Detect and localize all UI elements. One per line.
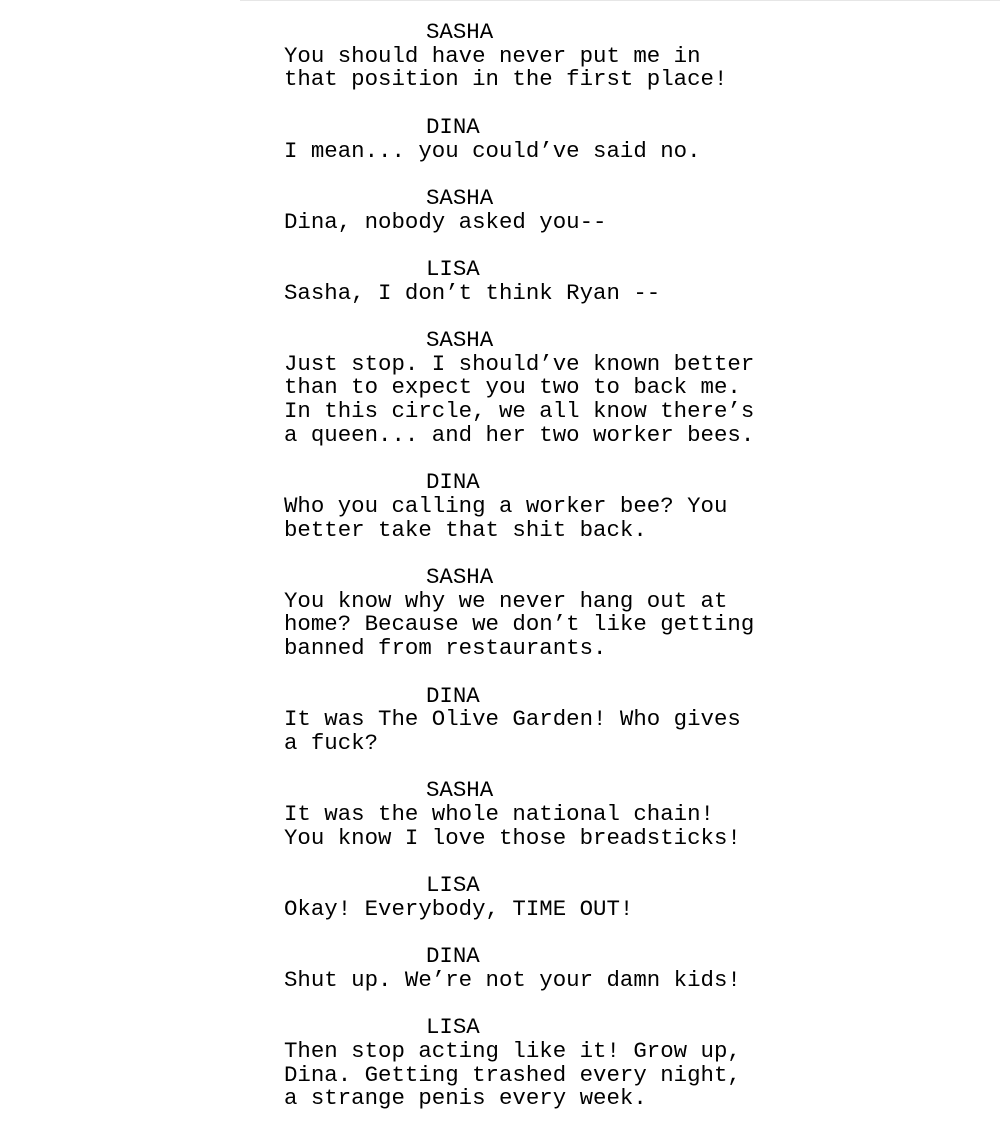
dialogue-line: a queen... and her two worker bees. — [284, 421, 755, 448]
dialogue-block — [284, 779, 844, 850]
page-top-edge — [240, 0, 1000, 1]
dialogue-line: Who you calling a worker bee? You — [284, 492, 728, 519]
character-name: SASHA — [426, 777, 494, 804]
dialogue-line: It was The Olive Garden! Who gives — [284, 706, 741, 733]
dialogue-line: Sasha, I don’t think Ryan -- — [284, 279, 661, 306]
dialogue-block — [284, 566, 844, 661]
dialogue-line: home? Because we don’t like getting — [284, 611, 755, 638]
dialogue-block — [284, 945, 844, 992]
dialogue-block — [284, 255, 844, 306]
dialogue-line: better take that shit back. — [284, 516, 647, 543]
dialogue-line: than to expect you two to back me. — [284, 374, 741, 401]
dialogue-block — [284, 682, 844, 756]
dialogue-block — [284, 184, 844, 235]
dialogue-line: Shut up. We’re not your damn kids! — [284, 966, 741, 993]
character-name: DINA — [426, 943, 480, 970]
dialogue-line: You know I love those breadsticks! — [284, 824, 741, 851]
dialogue-line: It was the whole national chain! — [284, 801, 714, 828]
dialogue-block — [284, 1016, 844, 1111]
character-name: DINA — [426, 113, 480, 140]
screenplay-page — [284, 21, 844, 1135]
dialogue-line: a strange penis every week. — [284, 1085, 647, 1112]
dialogue-block — [284, 874, 844, 921]
dialogue-line: Dina. Getting trashed every night, — [284, 1061, 741, 1088]
character-name: LISA — [426, 1014, 480, 1041]
dialogue-block — [284, 329, 844, 448]
dialogue-block — [284, 21, 844, 92]
dialogue-line: Dina, nobody asked you-- — [284, 208, 607, 235]
character-name: SASHA — [426, 327, 494, 354]
character-name: SASHA — [426, 184, 494, 211]
character-name: LISA — [426, 255, 480, 282]
dialogue-line: I mean... you could’ve said no. — [284, 137, 701, 164]
dialogue-line: You should have never put me in — [284, 42, 701, 69]
dialogue-line: You know why we never hang out at — [284, 587, 728, 614]
dialogue-block — [284, 113, 844, 164]
dialogue-line: Just stop. I should’ve known better — [284, 350, 755, 377]
dialogue-line: Then stop acting like it! Grow up, — [284, 1038, 741, 1065]
dialogue-line: Okay! Everybody, TIME OUT! — [284, 895, 634, 922]
character-name: DINA — [426, 469, 480, 496]
dialogue-line: banned from restaurants. — [284, 635, 607, 662]
dialogue-line: In this circle, we all know there’s — [284, 398, 755, 425]
dialogue-block — [284, 471, 844, 542]
dialogue-line: a fuck? — [284, 729, 379, 756]
dialogue-line: that position in the first place! — [284, 66, 728, 93]
character-name: LISA — [426, 872, 480, 899]
character-name: SASHA — [426, 564, 494, 591]
character-name: DINA — [426, 682, 480, 709]
character-name: SASHA — [426, 19, 494, 45]
